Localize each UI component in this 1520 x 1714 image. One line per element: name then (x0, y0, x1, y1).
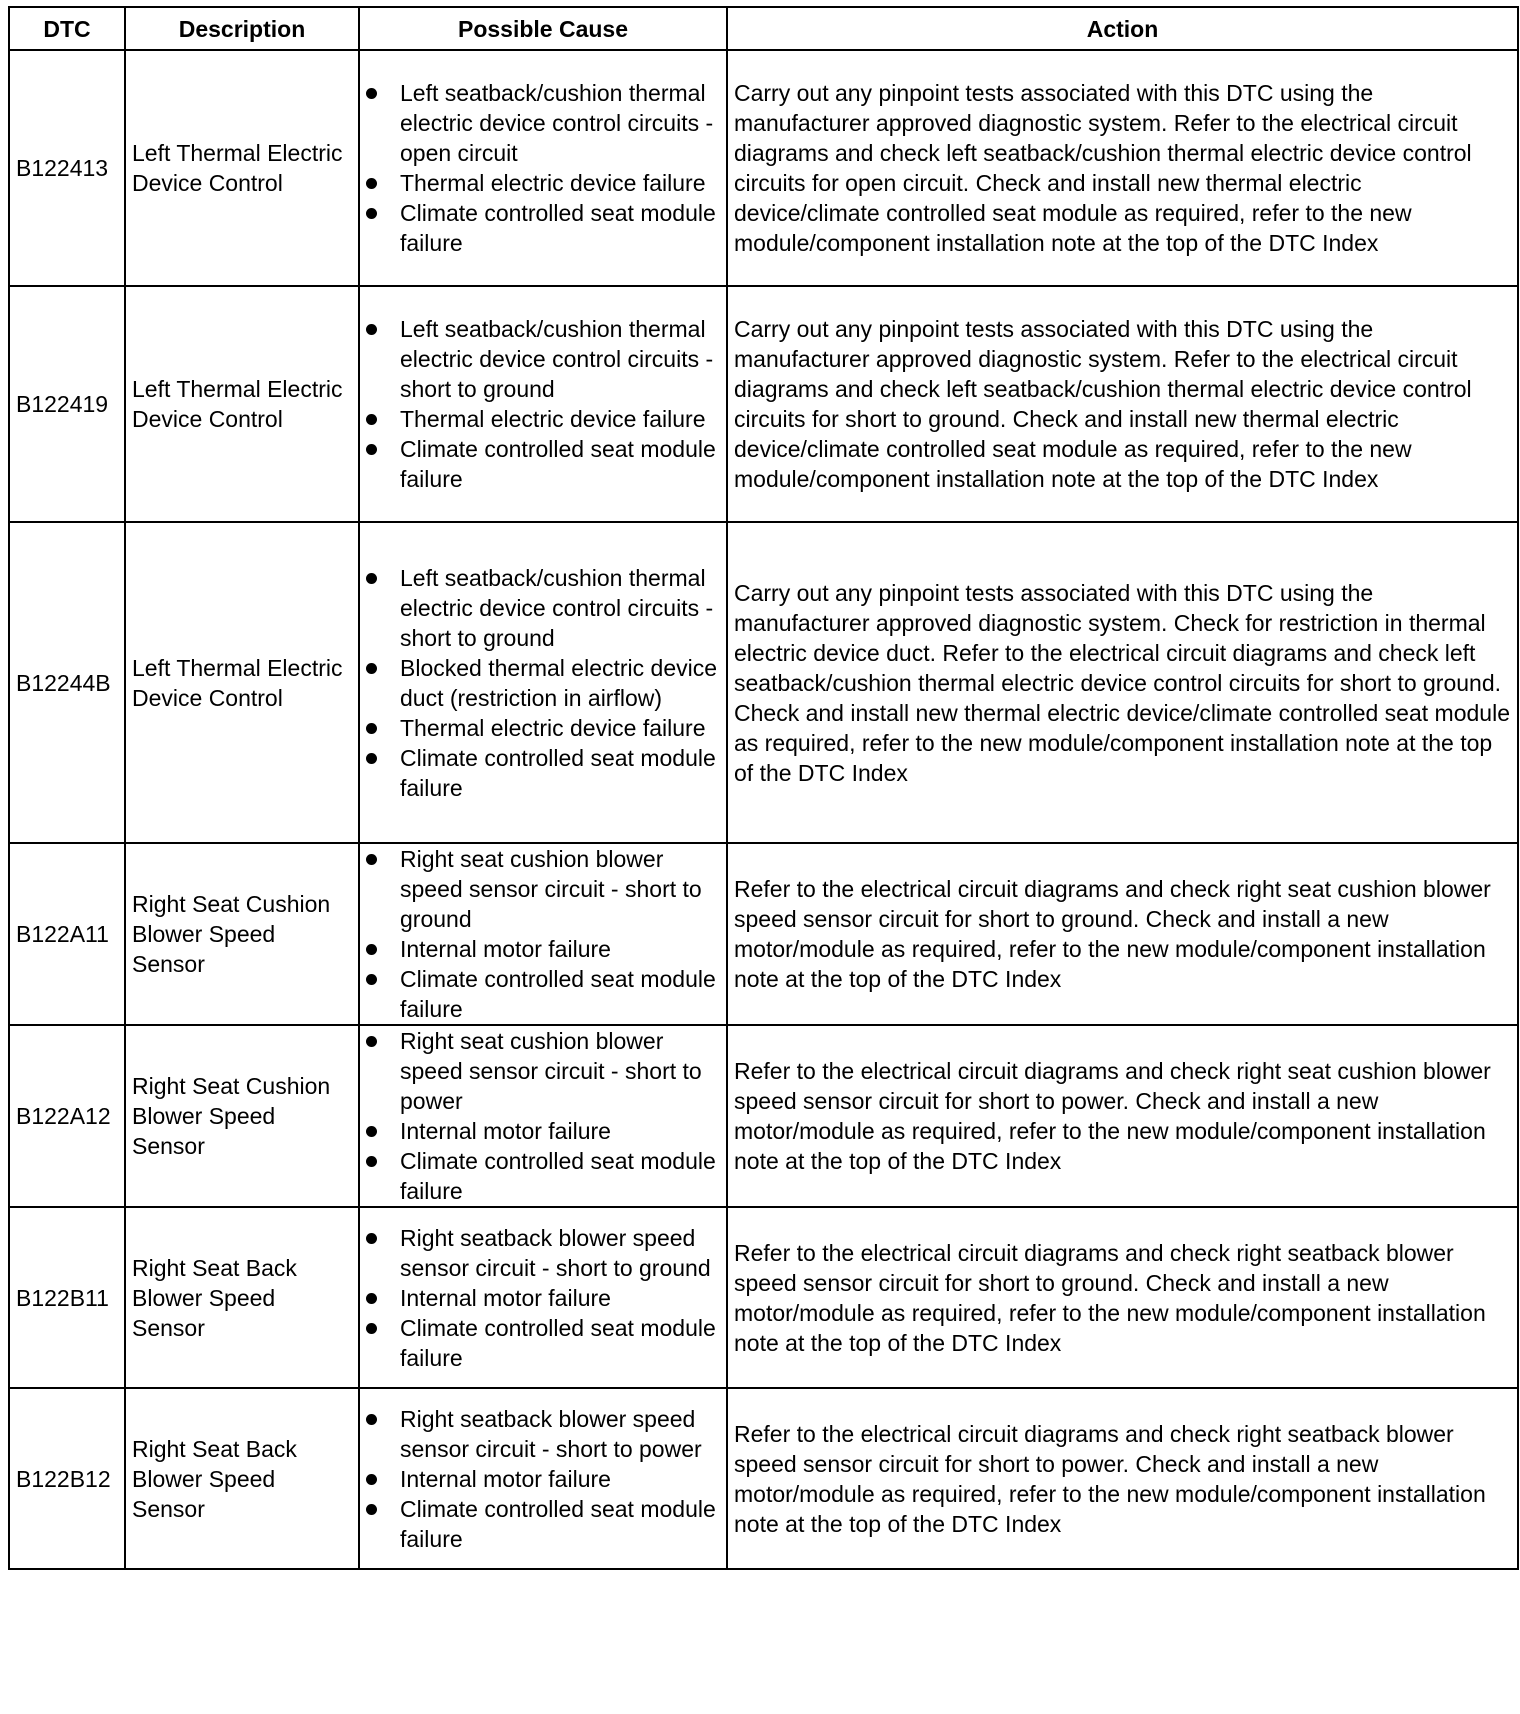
cause-list (366, 1223, 720, 1373)
cause-item: Internal motor failure (366, 1283, 720, 1313)
header-description: Description (125, 7, 359, 50)
header-dtc: DTC (9, 7, 125, 50)
dtc-code: B122A11 (9, 843, 125, 1025)
possible-causes (359, 1207, 727, 1388)
cause-item: Left seatback/cushion thermal electric device control circuits - open circuit (366, 78, 720, 168)
dtc-description: Left Thermal Electric Device Control (125, 522, 359, 843)
cause-list (366, 78, 720, 258)
cause-list (366, 1026, 720, 1206)
possible-causes (359, 286, 727, 522)
dtc-description: Right Seat Cushion Blower Speed Sensor (125, 843, 359, 1025)
possible-causes (359, 522, 727, 843)
dtc-code: B122413 (9, 50, 125, 286)
table-row (9, 1207, 1518, 1388)
dtc-code: B122419 (9, 286, 125, 522)
dtc-action: Carry out any pinpoint tests associated with this DTC using the manufacturer approved diagnostic system. Refer to the electrical circuit diagrams and check left seatback/cushion thermal electric device control circuits for short to ground. Check and install new thermal electric device/climate controlled seat module as required, refer to the new module/component installation note at the top of the DTC Index (727, 286, 1518, 522)
dtc-description: Right Seat Back Blower Speed Sensor (125, 1207, 359, 1388)
possible-causes (359, 1388, 727, 1569)
dtc-action: Carry out any pinpoint tests associated with this DTC using the manufacturer approved diagnostic system. Check for restriction in thermal electric device duct. Refer to the electrical circuit diagrams and check left seatback/cushion thermal electric device control circuits for short to ground. Check and install new thermal electric device/climate controlled seat module as required, refer to the new module/component installation note at the top of the DTC Index (727, 522, 1518, 843)
header-possible-cause: Possible Cause (359, 7, 727, 50)
possible-causes (359, 50, 727, 286)
cause-item: Climate controlled seat module failure (366, 1146, 720, 1206)
dtc-code: B122B11 (9, 1207, 125, 1388)
cause-item: Climate controlled seat module failure (366, 434, 720, 494)
dtc-description: Right Seat Cushion Blower Speed Sensor (125, 1025, 359, 1207)
cause-item: Climate controlled seat module failure (366, 198, 720, 258)
cause-item: Right seat cushion blower speed sensor circuit - short to ground (366, 844, 720, 934)
table-row (9, 843, 1518, 1025)
dtc-action: Refer to the electrical circuit diagrams and check right seat cushion blower speed sensor circuit for short to power. Check and install a new motor/module as required, refer to the new module/component installation note at the top of the DTC Index (727, 1025, 1518, 1207)
table-row (9, 50, 1518, 286)
possible-causes (359, 1025, 727, 1207)
dtc-description: Left Thermal Electric Device Control (125, 50, 359, 286)
cause-item: Internal motor failure (366, 934, 720, 964)
dtc-description: Right Seat Back Blower Speed Sensor (125, 1388, 359, 1569)
cause-item: Climate controlled seat module failure (366, 743, 720, 803)
dtc-description: Left Thermal Electric Device Control (125, 286, 359, 522)
table-row (9, 1388, 1518, 1569)
dtc-code: B12244B (9, 522, 125, 843)
dtc-code: B122A12 (9, 1025, 125, 1207)
cause-item: Right seat cushion blower speed sensor circuit - short to power (366, 1026, 720, 1116)
cause-item: Right seatback blower speed sensor circuit - short to power (366, 1404, 720, 1464)
dtc-action: Refer to the electrical circuit diagrams and check right seatback blower speed sensor circuit for short to power. Check and install a new motor/module as required, refer to the new module/component installation note at the top of the DTC Index (727, 1388, 1518, 1569)
cause-item: Thermal electric device failure (366, 168, 720, 198)
cause-item: Left seatback/cushion thermal electric device control circuits - short to ground (366, 563, 720, 653)
cause-list (366, 563, 720, 803)
cause-item: Internal motor failure (366, 1464, 720, 1494)
dtc-action: Refer to the electrical circuit diagrams and check right seatback blower speed sensor circuit for short to ground. Check and install a new motor/module as required, refer to the new module/component installation note at the top of the DTC Index (727, 1207, 1518, 1388)
cause-item: Climate controlled seat module failure (366, 964, 720, 1024)
cause-item: Climate controlled seat module failure (366, 1313, 720, 1373)
cause-list (366, 314, 720, 494)
cause-item: Blocked thermal electric device duct (restriction in airflow) (366, 653, 720, 713)
table-body (9, 50, 1518, 1569)
table-row (9, 522, 1518, 843)
header-action: Action (727, 7, 1518, 50)
cause-item: Right seatback blower speed sensor circuit - short to ground (366, 1223, 720, 1283)
cause-item: Internal motor failure (366, 1116, 720, 1146)
cause-item: Climate controlled seat module failure (366, 1494, 720, 1554)
cause-item: Thermal electric device failure (366, 404, 720, 434)
dtc-code: B122B12 (9, 1388, 125, 1569)
table-row (9, 286, 1518, 522)
dtc-table (8, 6, 1519, 1570)
possible-causes (359, 843, 727, 1025)
document-page (8, 6, 1518, 1570)
cause-item: Thermal electric device failure (366, 713, 720, 743)
table-header (9, 7, 1518, 50)
cause-list (366, 844, 720, 1024)
cause-item: Left seatback/cushion thermal electric device control circuits - short to ground (366, 314, 720, 404)
cause-list (366, 1404, 720, 1554)
table-row (9, 1025, 1518, 1207)
dtc-action: Refer to the electrical circuit diagrams and check right seat cushion blower speed sensor circuit for short to ground. Check and install a new motor/module as required, refer to the new module/component installation note at the top of the DTC Index (727, 843, 1518, 1025)
header-row (9, 7, 1518, 50)
dtc-action: Carry out any pinpoint tests associated with this DTC using the manufacturer approved diagnostic system. Refer to the electrical circuit diagrams and check left seatback/cushion thermal electric device control circuits for open circuit. Check and install new thermal electric device/climate controlled seat module as required, refer to the new module/component installation note at the top of the DTC Index (727, 50, 1518, 286)
